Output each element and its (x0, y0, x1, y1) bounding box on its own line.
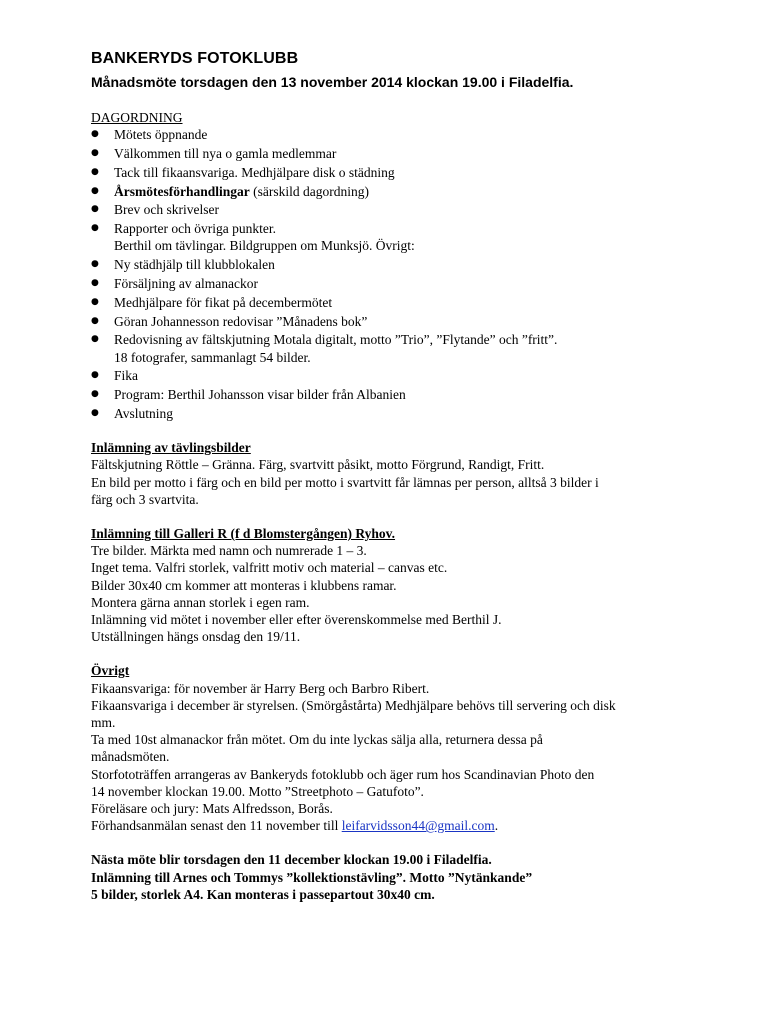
bullet-icon: ● (91, 407, 99, 418)
gallery-line: Bilder 30x40 cm kommer att monteras i klubbens ramar. (91, 577, 397, 593)
agenda-item-text: Medhjälpare för fikat på decembermötet (114, 294, 333, 310)
bullet-icon: ● (91, 315, 99, 326)
agenda-item-text: Brev och skrivelser (114, 202, 219, 218)
next-meeting-line: 5 bilder, storlek A4. Kan monteras i passepartout 30x40 cm. (91, 886, 435, 902)
agenda-item-bold: Årsmötesförhandlingar (114, 183, 250, 199)
agenda-heading: DAGORDNING (91, 110, 183, 125)
agenda-item-text: Redovisning av fältskjutning Motala digitalt, motto ”Trio”, ”Flytande” och ”fritt”. (114, 332, 558, 348)
next-meeting-line: Nästa möte blir torsdagen den 11 december klockan 19.00 i Filadelfia. (91, 852, 492, 868)
other-line: Fikaansvariga i december är styrelsen. (Smörgåstårta) Medhjälpare behövs till servering och disk (91, 697, 616, 713)
gallery-line: Inlämning vid mötet i november eller efter överenskommelse med Berthil J. (91, 612, 502, 627)
competition-line: Fältskjutning Röttle – Gränna. Färg, svartvitt påsikt, motto Förgrund, Randigt, Fritt. (91, 457, 545, 473)
agenda-item (91, 386, 711, 403)
bullet-icon: ● (91, 277, 99, 288)
signup-text: Förhandsanmälan senast den 11 november till (91, 818, 342, 834)
gallery-line: Montera gärna annan storlek i egen ram. (91, 594, 310, 610)
bullet-icon: ● (91, 259, 99, 270)
competition-heading: Inlämning av tävlingsbilder (91, 440, 251, 456)
meeting-subtitle: Månadsmöte torsdagen den 13 november 2014 klockan 19.00 i Filadelfia. (91, 74, 574, 90)
agenda-item (91, 331, 711, 365)
document-page (91, 48, 711, 903)
email-link[interactable]: leifarvidsson44@gmail.com (341, 818, 495, 834)
other-line: Fikaansvariga: för november är Harry Berg och Barbro Ribert. (91, 680, 430, 696)
competition-section (91, 439, 711, 508)
agenda-item-text: (särskild dagordning) (249, 183, 369, 199)
competition-line: färg och 3 svartvita. (91, 491, 199, 507)
agenda-item (91, 220, 711, 254)
competition-line: En bild per motto i färg och en bild per motto i svartvitt får lämnas per person, alltså 3 bilder i (91, 474, 599, 490)
other-line: månadsmöten. (91, 749, 170, 765)
agenda-item (91, 405, 711, 422)
agenda-item-text: Program: Berthil Johansson visar bilder från Albanien (114, 387, 406, 403)
other-line: Ta med 10st almanackor från mötet. Om du inte lyckas sälja alla, returnera dessa på (91, 732, 543, 748)
agenda-item-text: Ny städhjälp till klubblokalen (114, 257, 275, 273)
agenda-item-text: Avslutning (114, 405, 174, 421)
gallery-section (91, 525, 711, 645)
bullet-icon: ● (91, 148, 99, 158)
agenda-item (91, 126, 711, 143)
gallery-line: Tre bilder. Märkta med namn och numrerade 1 – 3. (91, 543, 367, 559)
gallery-heading: Inlämning till Galleri R (f d Blomstergången) Ryhov. (91, 525, 396, 541)
bullet-icon: ● (91, 296, 99, 307)
agenda-item (91, 294, 711, 311)
agenda-item (91, 256, 711, 273)
agenda-item (91, 201, 711, 218)
other-line: mm. (91, 715, 116, 731)
agenda-item-text: Försäljning av almanackor (114, 275, 258, 291)
agenda-item (91, 275, 711, 292)
other-line: Storfototräffen arrangeras av Bankeryds fotoklubb och äger rum hos Scandinavian Photo den (91, 766, 595, 782)
bullet-icon: ● (91, 389, 99, 400)
agenda-item-text: Mötets öppnande (114, 127, 208, 143)
agenda-item-text: Tack till fikaansvariga. Medhjälpare disk o städning (114, 164, 395, 180)
signup-line (91, 817, 711, 834)
next-meeting-section (91, 851, 711, 903)
club-title: BANKERYDS FOTOKLUBB (91, 50, 299, 67)
agenda-item (91, 145, 711, 162)
agenda-item-continuation: Berthil om tävlingar. Bildgruppen om Munksjö. Övrigt: (114, 238, 415, 254)
bullet-icon: ● (91, 129, 99, 140)
agenda-item-continuation: 18 fotografer, sammanlagt 54 bilder. (114, 349, 311, 365)
agenda-list (91, 126, 711, 422)
bullet-icon: ● (91, 204, 99, 215)
agenda-item-text: Fika (114, 368, 139, 384)
other-heading: Övrigt (91, 663, 130, 679)
agenda-item (91, 367, 711, 384)
agenda-item (91, 164, 711, 181)
gallery-line: Utställningen hängs onsdag den 19/11. (91, 629, 301, 645)
other-section (91, 662, 711, 834)
bullet-icon: ● (91, 334, 99, 345)
agenda-item-text: Rapporter och övriga punkter. (114, 221, 276, 237)
bullet-icon: ● (91, 185, 99, 196)
other-line: 14 november klockan 19.00. Motto ”Streetphoto – Gatufoto”. (91, 783, 424, 799)
agenda-item-text: Välkommen till nya o gamla medlemmar (114, 146, 337, 161)
agenda-item-text: Göran Johannesson redovisar ”Månadens bok” (114, 313, 368, 329)
bullet-icon: ● (91, 370, 99, 381)
agenda-item (91, 183, 711, 200)
bullet-icon: ● (91, 223, 99, 234)
other-line: Föreläsare och jury: Mats Alfredsson, Borås. (91, 801, 333, 817)
signup-end: . (494, 818, 499, 834)
agenda-item (91, 313, 711, 330)
gallery-line: Inget tema. Valfri storlek, valfritt motiv och material – canvas etc. (91, 560, 448, 576)
next-meeting-line: Inlämning till Arnes och Tommys ”kollektionstävling”. Motto ”Nytänkande” (91, 869, 533, 885)
bullet-icon: ● (91, 166, 99, 177)
